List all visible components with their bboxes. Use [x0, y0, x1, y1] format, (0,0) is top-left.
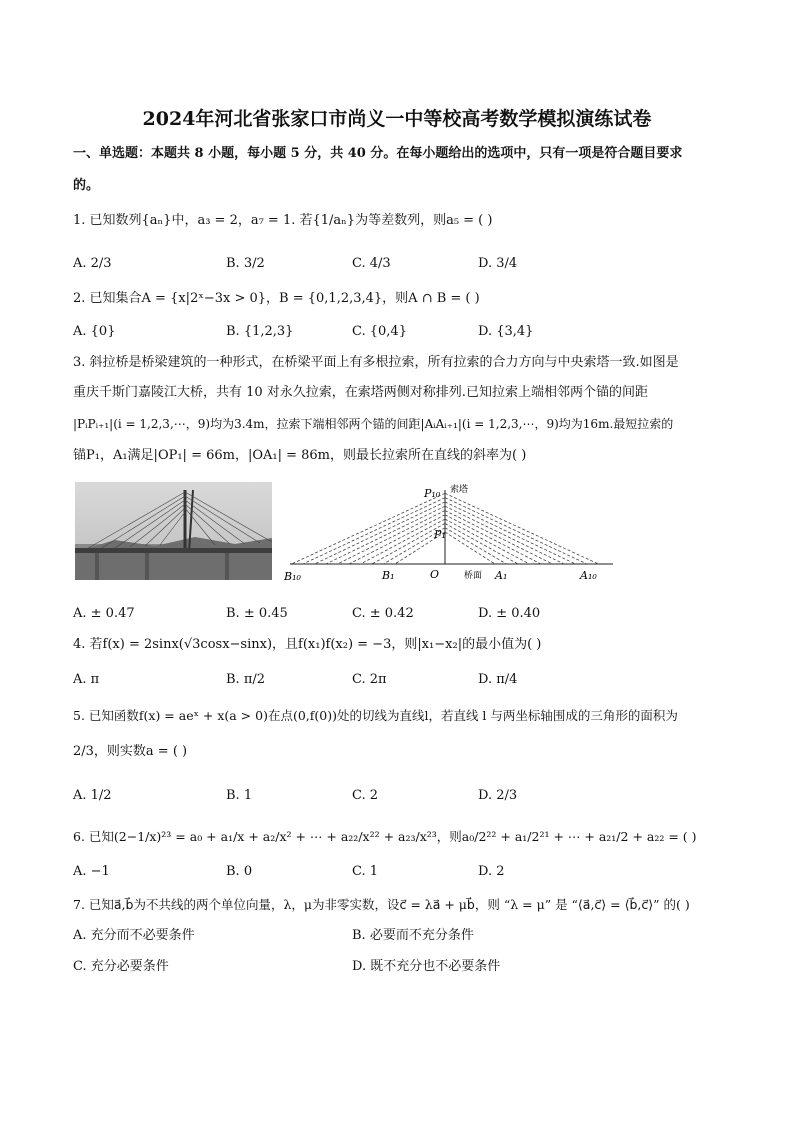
left-cable	[338, 511, 446, 565]
question-1-option-c: C. 4/3	[352, 256, 391, 271]
right-cable	[445, 502, 576, 564]
origin-label: O	[430, 568, 440, 581]
question-1-text: 1. 已知数列{aₙ}中，a₃ = 2，a₇ = 1. 若{1/aₙ}为等差数列，则a₅ = ( )	[73, 213, 493, 228]
question-5-option-b: B. 1	[226, 788, 253, 803]
question-3-option-c: C. ± 0.42	[352, 606, 414, 621]
question-6-option-b: B. 0	[226, 864, 253, 879]
question-5-text-line-1: 5. 已知函数f(x) = aeˣ + x(a > 0)在点(0,f(0))处的切线为直线l，若直线 l 与两坐标轴围成的三角形的面积为	[73, 708, 678, 723]
question-3-text-line-3: |PᵢPᵢ₊₁|(i = 1,2,3,⋯，9)均为3.4m，拉索下端相邻两个锚的间距|AᵢAᵢ₊₁|(i = 1,2,3,⋯，9)均为16m.最短拉索的	[73, 417, 674, 431]
question-4-option-a: A. π	[73, 672, 100, 687]
question-6-option-c: C. 1	[352, 864, 379, 879]
b1-label: B₁	[382, 569, 395, 582]
question-5-text-line-2: 2/3，则实数a = ( )	[73, 744, 188, 759]
question-4-text: 4. 若f(x) = 2sinx(√3cosx−sinx)，且f(x₁)f(x₂) = −3，则|x₁−x₂|的最小值为( )	[73, 637, 542, 652]
deck-label: 桥面	[464, 571, 483, 581]
right-cable	[445, 515, 541, 564]
question-1-option-a: A. 2/3	[73, 256, 112, 271]
right-cable	[445, 519, 530, 564]
right-cable	[445, 506, 564, 564]
question-1-option-d: D. 3/4	[478, 256, 518, 271]
question-2-option-a: A. {0}	[73, 324, 116, 339]
question-3-text-line-1: 3. 斜拉桥是桥梁建筑的一种形式，在桥梁平面上有多根拉索，所有拉索的合力方向与中央索塔一致.如图是	[73, 355, 679, 370]
p10-label: P₁₀	[424, 487, 441, 500]
left-cable	[315, 502, 446, 564]
right-cable	[445, 511, 553, 565]
question-2-text: 2. 已知集合A = {x|2ˣ−3x > 0}，B = {0,1,2,3,4}，则A ∩ B = ( )	[73, 291, 480, 306]
section-heading: 一、单选题：本题共 8 小题，每小题 5 分，共 40 分。在每小题给出的选项中，只有一项是符合题目要求	[73, 146, 683, 161]
question-5-option-d: D. 2/3	[478, 788, 518, 803]
question-3-option-b: B. ± 0.45	[226, 606, 288, 621]
b10-label: B₁₀	[284, 570, 301, 583]
question-7-option-d: D. 既不充分也不必要条件	[352, 959, 501, 974]
question-3-text-line-2: 重庆千斯门嘉陵江大桥，共有 10 对永久拉索，在索塔两侧对称排列.已知拉索上端相邻两个锚的间距	[73, 385, 648, 400]
right-cable	[445, 523, 518, 564]
page-title: 2024年河北省张家口市尚义一中等校高考数学模拟演练试卷	[142, 108, 652, 130]
p1-label: P₁	[434, 528, 446, 541]
question-2-option-d: D. {3,4}	[478, 324, 534, 339]
question-6-option-a: A. −1	[73, 864, 110, 879]
question-1-option-b: B. 3/2	[226, 256, 265, 271]
left-cable	[361, 519, 446, 564]
right-cable	[445, 498, 587, 564]
right-cable	[445, 493, 599, 564]
question-7-option-c: C. 充分必要条件	[73, 959, 169, 974]
question-4-option-c: C. 2π	[352, 672, 387, 687]
left-cable	[349, 515, 445, 564]
question-6-option-d: D. 2	[478, 864, 505, 879]
left-cable	[292, 493, 446, 564]
question-3-text-line-4: 锚P₁，A₁满足|OP₁| = 66m，|OA₁| = 86m，则最长拉索所在直线的斜率为( )	[73, 448, 527, 463]
question-5-option-a: A. 1/2	[73, 788, 112, 803]
section-heading-continued: 的。	[73, 178, 100, 193]
bridge-diagram	[280, 478, 620, 588]
right-cable	[445, 528, 507, 564]
question-2-option-b: B. {1,2,3}	[226, 324, 294, 339]
tower-label: 索塔	[450, 485, 469, 495]
bridge-photo	[75, 482, 272, 580]
question-7-text: 7. 已知a⃗,b⃗为不共线的两个单位向量，λ，μ为非零实数，设c⃗ = λa⃗ + μb⃗，则 “λ = μ” 是 “⟨a⃗,c⃗⟩ = ⟨b⃗,c⃗⟩” 的( )	[73, 897, 690, 912]
question-6-text: 6. 已知(2−1/x)²³ = a₀ + a₁/x + a₂/x² + ⋯ + a₂₂/x²² + a₂₃/x²³，则a₀/2²² + a₁/2²¹ + ⋯ + a₂₁/2 + a₂₂ = ( )	[73, 829, 697, 844]
a10-label: A₁₀	[580, 569, 597, 582]
question-7-option-b: B. 必要而不充分条件	[352, 928, 474, 943]
question-2-option-c: C. {0,4}	[352, 324, 407, 339]
question-7-option-a: A. 充分而不必要条件	[73, 928, 195, 943]
question-3-option-d: D. ± 0.40	[478, 606, 541, 621]
left-cable	[326, 506, 445, 564]
question-5-option-c: C. 2	[352, 788, 379, 803]
question-3-option-a: A. ± 0.47	[73, 606, 135, 621]
question-4-option-b: B. π/2	[226, 672, 266, 687]
a1-label: A₁	[495, 569, 508, 582]
question-4-option-d: D. π/4	[478, 672, 518, 687]
left-cable	[303, 498, 445, 564]
